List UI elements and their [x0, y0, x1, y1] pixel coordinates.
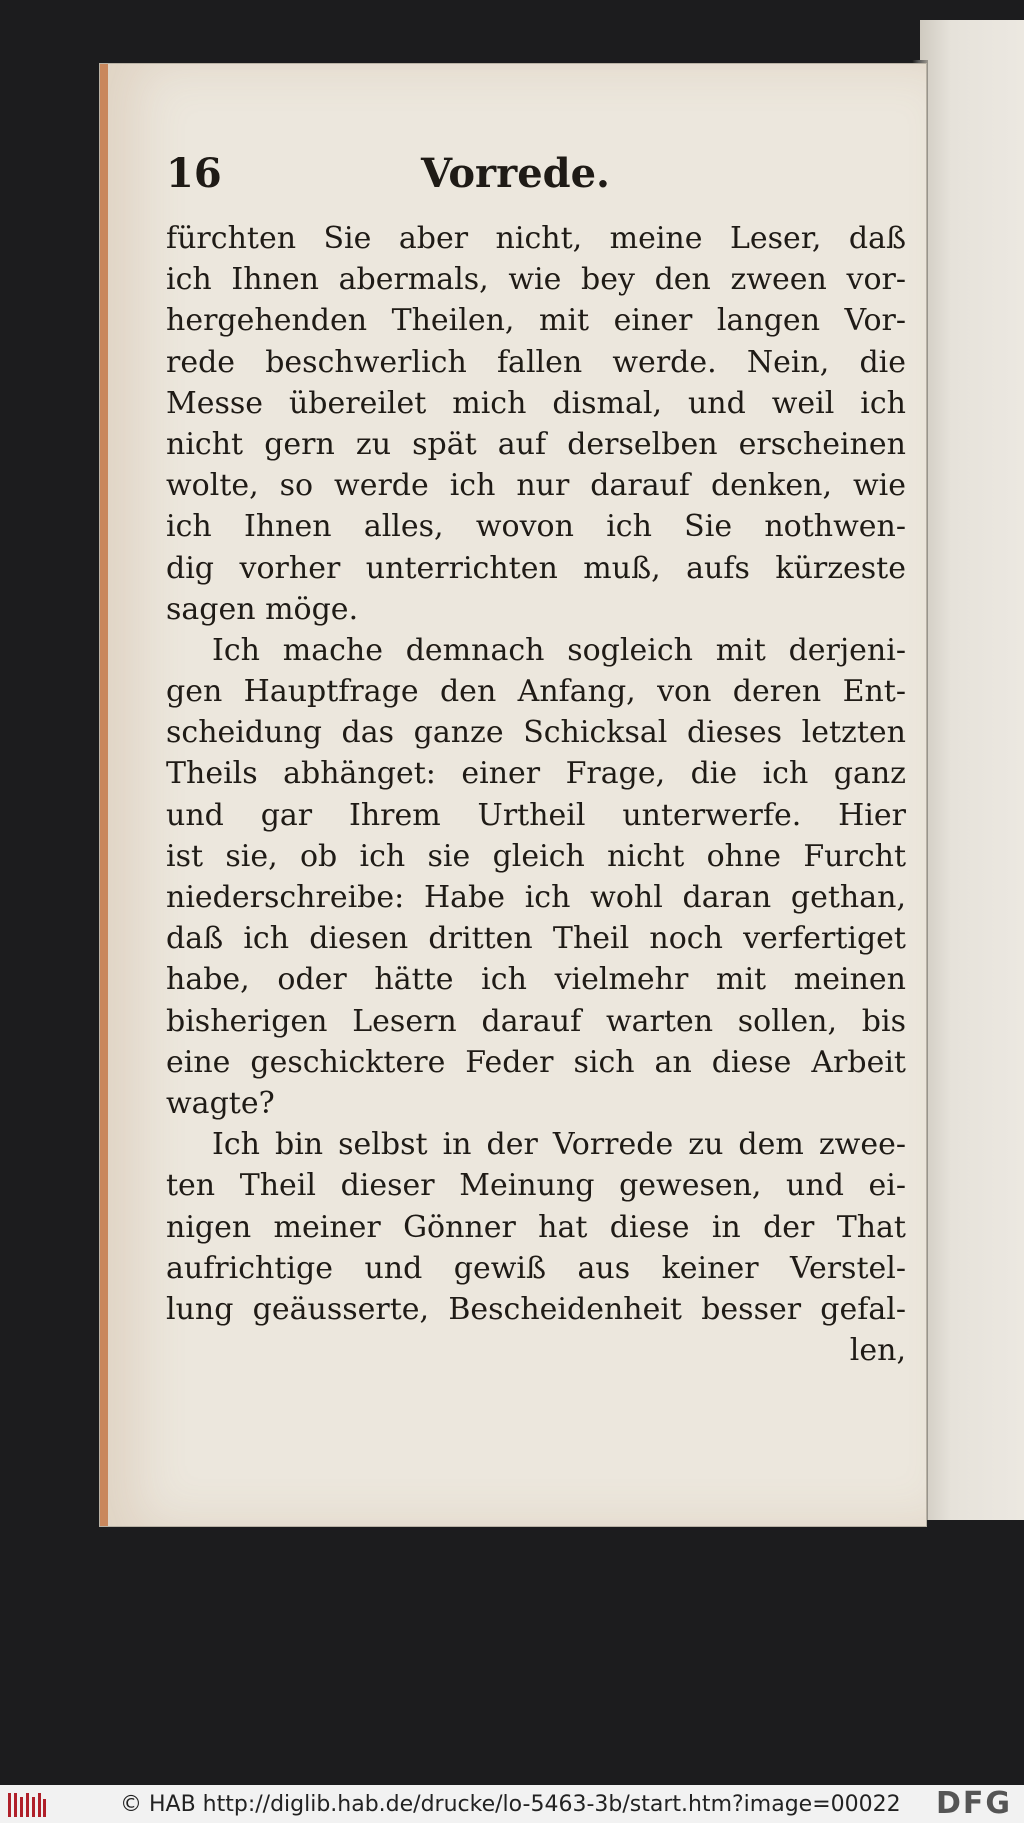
text-line: dig vorher unterrichten muß, aufs kürzeste: [166, 550, 906, 586]
text-line: nicht gern zu spät auf derselben erscheinen: [166, 426, 906, 462]
text-line: aufrichtige und gewiß aus keiner Verstel-: [166, 1250, 906, 1286]
text-line: Ich mache demnach sogleich mit derjeni-: [212, 632, 906, 668]
text-line: ich Ihnen abermals, wie bey den zween vor-: [166, 262, 906, 298]
text-line: ist sie, ob ich sie gleich nicht ohne Furcht: [166, 838, 906, 874]
text-line: rede beschwerlich fallen werde. Nein, die: [166, 344, 906, 380]
catchword: len,: [849, 1333, 906, 1369]
text-line: und gar Ihrem Urtheil unterwerfe. Hier: [166, 797, 906, 833]
dfg-logo: DFG: [935, 1786, 1012, 1821]
text-line: daß ich diesen dritten Theil noch verfertiget: [166, 921, 906, 957]
text-line: wolte, so werde ich nur darauf denken, wie: [166, 468, 906, 504]
running-head: Vorrede.: [421, 150, 610, 197]
text-line: sagen möge.: [166, 591, 359, 627]
hab-logo-icon: [8, 1791, 46, 1819]
text-line: ten Theil dieser Meinung gewesen, und ei-: [166, 1168, 906, 1204]
text-line: lung geäusserte, Bescheidenheit besser gefal-: [166, 1291, 906, 1327]
text-line: bisherigen Lesern darauf warten sollen, bis: [166, 1003, 906, 1039]
text-line: eine geschicktere Feder sich an diese Arbeit: [166, 1044, 906, 1080]
text-line: habe, oder hätte ich vielmehr mit meinen: [166, 962, 906, 998]
text-line: niederschreibe: Habe ich wohl daran gethan,: [166, 880, 906, 915]
text-line: scheidung das ganze Schicksal dieses letzten: [166, 715, 906, 751]
copyright-link[interactable]: © HAB http://diglib.hab.de/drucke/lo-5463-3b/start.htm?image=00022: [120, 1792, 901, 1817]
body-text: [166, 218, 906, 1371]
text-line: ich Ihnen alles, wovon ich Sie nothwen-: [166, 509, 906, 545]
text-line: gen Hauptfrage den Anfang, von deren Ent-: [166, 674, 906, 710]
text-line: hergehenden Theilen, mit einer langen Vor-: [166, 303, 906, 339]
text-line: nigen meiner Gönner hat diese in der That: [166, 1209, 906, 1245]
text-line: wagte?: [166, 1085, 275, 1121]
facing-page-edge: [920, 20, 1024, 1520]
text-line: Messe übereilet mich dismal, und weil ich: [166, 385, 906, 421]
page-header: [166, 150, 906, 200]
viewer-footer: [0, 1785, 1024, 1823]
text-line: Theils abhänget: einer Frage, die ich ganz: [166, 756, 906, 792]
page-number: 16: [166, 150, 222, 197]
text-line: Ich bin selbst in der Vorrede zu dem zwee-: [212, 1127, 906, 1163]
text-line: fürchten Sie aber nicht, meine Leser, daß: [166, 221, 906, 256]
